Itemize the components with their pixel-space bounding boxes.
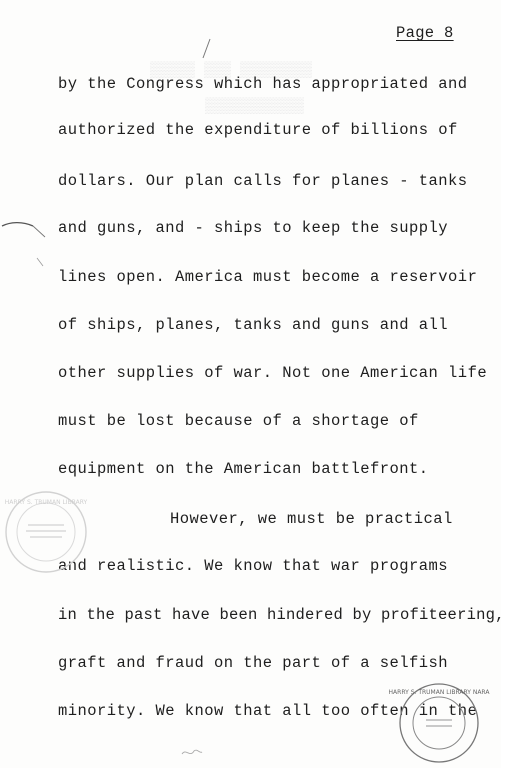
text-line-1: by the Congress which has appropriated and <box>58 75 468 93</box>
pencil-tick-mark <box>200 38 212 60</box>
pencil-mark-bottom <box>180 746 204 760</box>
text-line-10: However, we must be practical <box>170 510 453 528</box>
page-number: Page 8 <box>396 24 454 42</box>
text-line-8: must be lost because of a shortage of <box>58 412 419 430</box>
text-line-6: of ships, planes, tanks and guns and all <box>58 316 449 334</box>
text-line-9: equipment on the American battlefront. <box>58 460 429 478</box>
text-line-12: in the past have been hindered by profiteering, <box>58 606 505 624</box>
bleed-through-text: ▒▒▒▒▒▒▒▒▒▒▒ <box>205 98 305 115</box>
text-line-13: graft and fraud on the part of a selfish <box>58 654 449 672</box>
text-line-14: minority. We know that all too often in the <box>58 702 478 720</box>
archive-stamp-right <box>388 680 490 766</box>
archive-stamp-left-text: HARRY S. TRUMAN LIBRARY <box>4 499 88 506</box>
bleed-through-text: ▒▒▒▒▒ ▒▒▒ ▒▒▒▒▒▒▒▒ <box>150 62 313 79</box>
text-line-3: dollars. Our plan calls for planes - tanks <box>58 172 468 190</box>
text-line-5: lines open. America must become a reservoir <box>58 268 478 286</box>
archive-stamp-right-text: HARRY S. TRUMAN LIBRARY NARA <box>388 689 490 696</box>
archive-stamp-left <box>0 486 92 578</box>
text-line-2: authorized the expenditure of billions of <box>58 121 458 139</box>
margin-pencil-mark <box>0 212 48 272</box>
text-line-4: and guns, and - ships to keep the supply <box>58 219 449 237</box>
text-line-11: and realistic. We know that war programs <box>58 557 449 575</box>
text-line-7: other supplies of war. Not one American life <box>58 364 488 382</box>
